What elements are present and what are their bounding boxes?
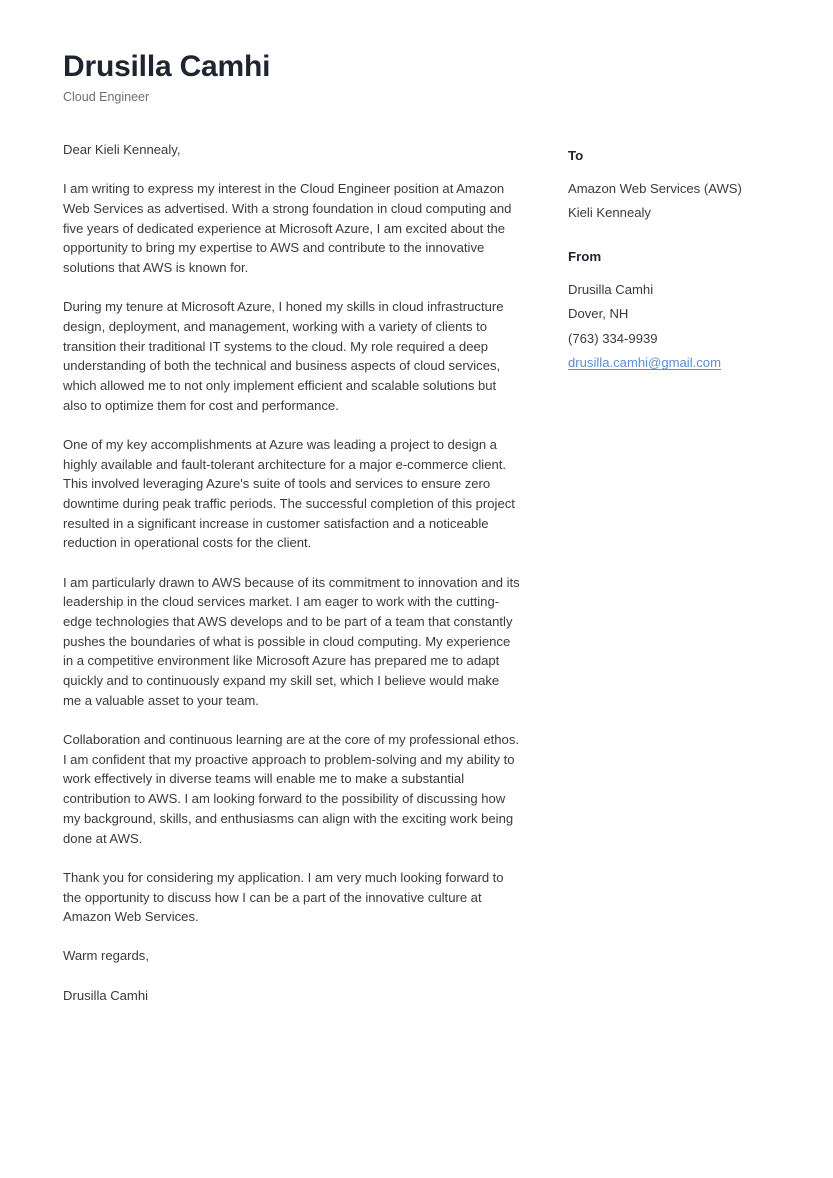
letter-body-column: [63, 140, 520, 1005]
letter-paragraph: I am particularly drawn to AWS because of its commitment to innovation and its leadership in the cloud services market. I am eager to work with the cutting-edge technologies that AWS develops and to be part of a team that constantly pushes the boundaries of what is possible in cloud computing. My experience in a competitive environment like Microsoft Azure has prepared me to adapt quickly and to continuously expand my skill set, which I believe would make me a valuable asset to your team.: [63, 574, 520, 708]
letter-signature: Drusilla Camhi: [63, 987, 149, 1003]
letter-paragraph: I am writing to express my interest in the Cloud Engineer position at Amazon Web Services as advertised. With a strong foundation in cloud computing and five years of dedicated experience at Microsoft Azure, I am excited about the opportunity to bring my expertise to AWS and contribute to the innovative solutions that AWS is known for.: [63, 181, 512, 276]
letter-salutation: Dear Kieli Kennealy,: [63, 142, 181, 157]
applicant-job-title: Cloud Engineer: [63, 89, 150, 104]
sidebar-heading-to: To: [568, 148, 584, 163]
letter-paragraph: During my tenure at Microsoft Azure, I honed my skills in cloud infrastructure design, deployment, and management, working with a variety of clients to transition their traditional IT systems to the cloud. My role required a deep understanding of both the technical and business aspects of cloud services, which allowed me to not only implement efficient and scalable solutions but also to optimize them for cost and performance.: [63, 299, 504, 413]
letter-paragraph: Collaboration and continuous learning are at the core of my professional ethos. I am confident that my proactive approach to problem-solving and my ability to work effectively in diverse teams will enable me to make a substantial contribution to AWS. I am looking forward to the possibility of discussing how my background, skills, and enthusiasms can align with the exciting work being done at AWS.: [63, 732, 520, 846]
sender-name: Drusilla Camhi: [568, 281, 654, 297]
letter-sidebar: [568, 148, 783, 376]
recipient-name: Kieli Kennealy: [568, 205, 651, 221]
sidebar-heading-from: From: [568, 248, 602, 264]
sender-phone: (763) 334-9939: [568, 330, 658, 346]
letter-header: [63, 50, 763, 106]
letter-paragraph: Thank you for considering my application. I am very much looking forward to the opportunity to discuss how I can be a part of the innovative culture at Amazon Web Services.: [63, 869, 504, 925]
sender-email-link[interactable]: drusilla.camhi@gmail.com: [568, 355, 722, 371]
applicant-name: Drusilla Camhi: [63, 50, 271, 83]
sidebar-block-from: [568, 249, 783, 376]
sender-location: Dover, NH: [568, 306, 629, 322]
recipient-company: Amazon Web Services (AWS): [568, 180, 742, 196]
letter-paragraph: One of my key accomplishments at Azure was leading a project to design a highly available and fault-tolerant architecture for a major e-commerce client. This involved leveraging Azure's suite of tools and services to ensure zero downtime during peak traffic periods. The successful completion of this project resulted in a significant increase in customer satisfaction and a noticeable reduction in operational costs for the client.: [63, 436, 515, 551]
sidebar-block-to: [568, 148, 783, 226]
letter-closing: Warm regards,: [63, 948, 149, 964]
